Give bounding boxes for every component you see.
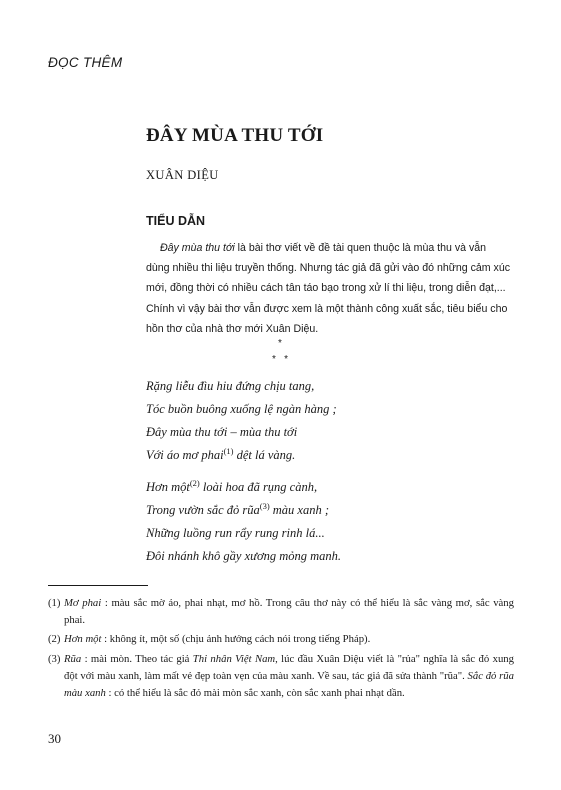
poem-line: [146, 448, 295, 463]
poem-text: Với áo mơ phai: [146, 448, 224, 462]
footnote-marker: (1): [223, 446, 234, 456]
poem-line: Đôi nhánh khô gầy xương mỏng manh.: [146, 549, 342, 563]
page-number: 30: [48, 731, 61, 746]
intro-line-text: là bài thơ viết về đề tài quen thuộc là mùa thu và vẫn: [234, 242, 487, 254]
poem-text: loài hoa đã rụng cành,: [199, 480, 318, 494]
poem-text: dệt lá vàng.: [233, 448, 296, 462]
poem-text: Trong vườn sắc đỏ rũa: [146, 503, 260, 517]
poem-title: ĐÂY MÙA THU TỚI: [146, 125, 324, 146]
footnote-phrase: Sắc đỏ rũa màu xanh: [64, 670, 514, 699]
intro-line: mới, đồng thời có nhiều cách tân táo bạo trong xử lí thi liệu, trong diễn đạt,...: [146, 282, 506, 295]
intro-line: dùng nhiều thi liệu truyền thống. Nhưng tác giả đã gửi vào đó những cảm xúc: [146, 262, 511, 275]
separator-star: *: [278, 338, 282, 349]
footnote-number: (2): [48, 633, 61, 645]
poem-name-ref: Đây mùa thu tới: [160, 242, 235, 254]
poem-text: Hơn một: [146, 480, 190, 494]
intro-line: [146, 238, 514, 258]
poem-text: màu xanh ;: [269, 503, 330, 517]
author-name: XUÂN DIỆU: [146, 168, 219, 182]
footnote-text: , lúc đầu Xuân Diệu viết là "rủa" nghĩa là sắc đỏ xung đột với màu xanh, làm mất vẻ đẹp toàn vẹn của màu xanh. Về sau, tác giả đã sửa thành "rũa".: [64, 653, 514, 682]
poem-line: Tóc buồn buông xuống lệ ngàn hàng ;: [146, 402, 337, 416]
intro-line: Chính vì vậy bài thơ vẫn được xem là một thành công xuất sắc, tiêu biểu cho: [146, 302, 508, 315]
footnote-text: : có thể hiểu là sắc đỏ mài mòn sắc xanh, còn sắc xanh phai nhạt dần.: [105, 687, 405, 699]
footnote-3: [48, 651, 514, 702]
intro-heading: TIỂU DẪN: [146, 214, 206, 228]
poem-line: [146, 503, 329, 518]
poem-line: [146, 480, 317, 495]
intro-line: hồn thơ của nhà thơ mới Xuân Diệu.: [146, 322, 319, 335]
footnote-term: Hơn một: [64, 633, 102, 645]
footnote-text: : không ít, một số (chịu ảnh hưởng cách nói trong tiếng Pháp).: [101, 633, 371, 645]
poem-line: Rặng liễu đìu hiu đứng chịu tang,: [146, 379, 315, 393]
separator-stars: * *: [271, 354, 289, 365]
footnote-term: Mơ phai: [64, 597, 102, 609]
footnote-marker: (2): [189, 478, 200, 488]
poem-line: Đây mùa thu tới – mùa thu tới: [146, 425, 298, 439]
section-label: ĐỌC THÊM: [48, 55, 123, 70]
footnote-text: : màu sắc mờ ảo, phai nhạt, mơ hồ. Trong câu thơ này có thể hiểu là sắc vàng mơ, sắc vàng phai.: [64, 597, 514, 626]
footnote-marker: (3): [259, 501, 270, 511]
footnote-body: [48, 651, 514, 702]
footnote-source: Thi nhân Việt Nam: [192, 653, 276, 665]
footnote-body: [48, 631, 514, 648]
intro-paragraph: [146, 238, 514, 339]
footnote-body: [48, 595, 514, 629]
footnote-number: (1): [48, 597, 61, 609]
poem-line: Những luồng run rẩy rung rinh lá...: [146, 526, 325, 540]
footnote-divider: [48, 585, 148, 586]
footnote-number: (3): [48, 653, 61, 665]
footnote-1: [48, 595, 514, 629]
footnote-text: : mài mòn. Theo tác giả: [81, 653, 193, 665]
footnote-2: [48, 631, 514, 648]
footnote-term: Rũa: [64, 653, 82, 665]
